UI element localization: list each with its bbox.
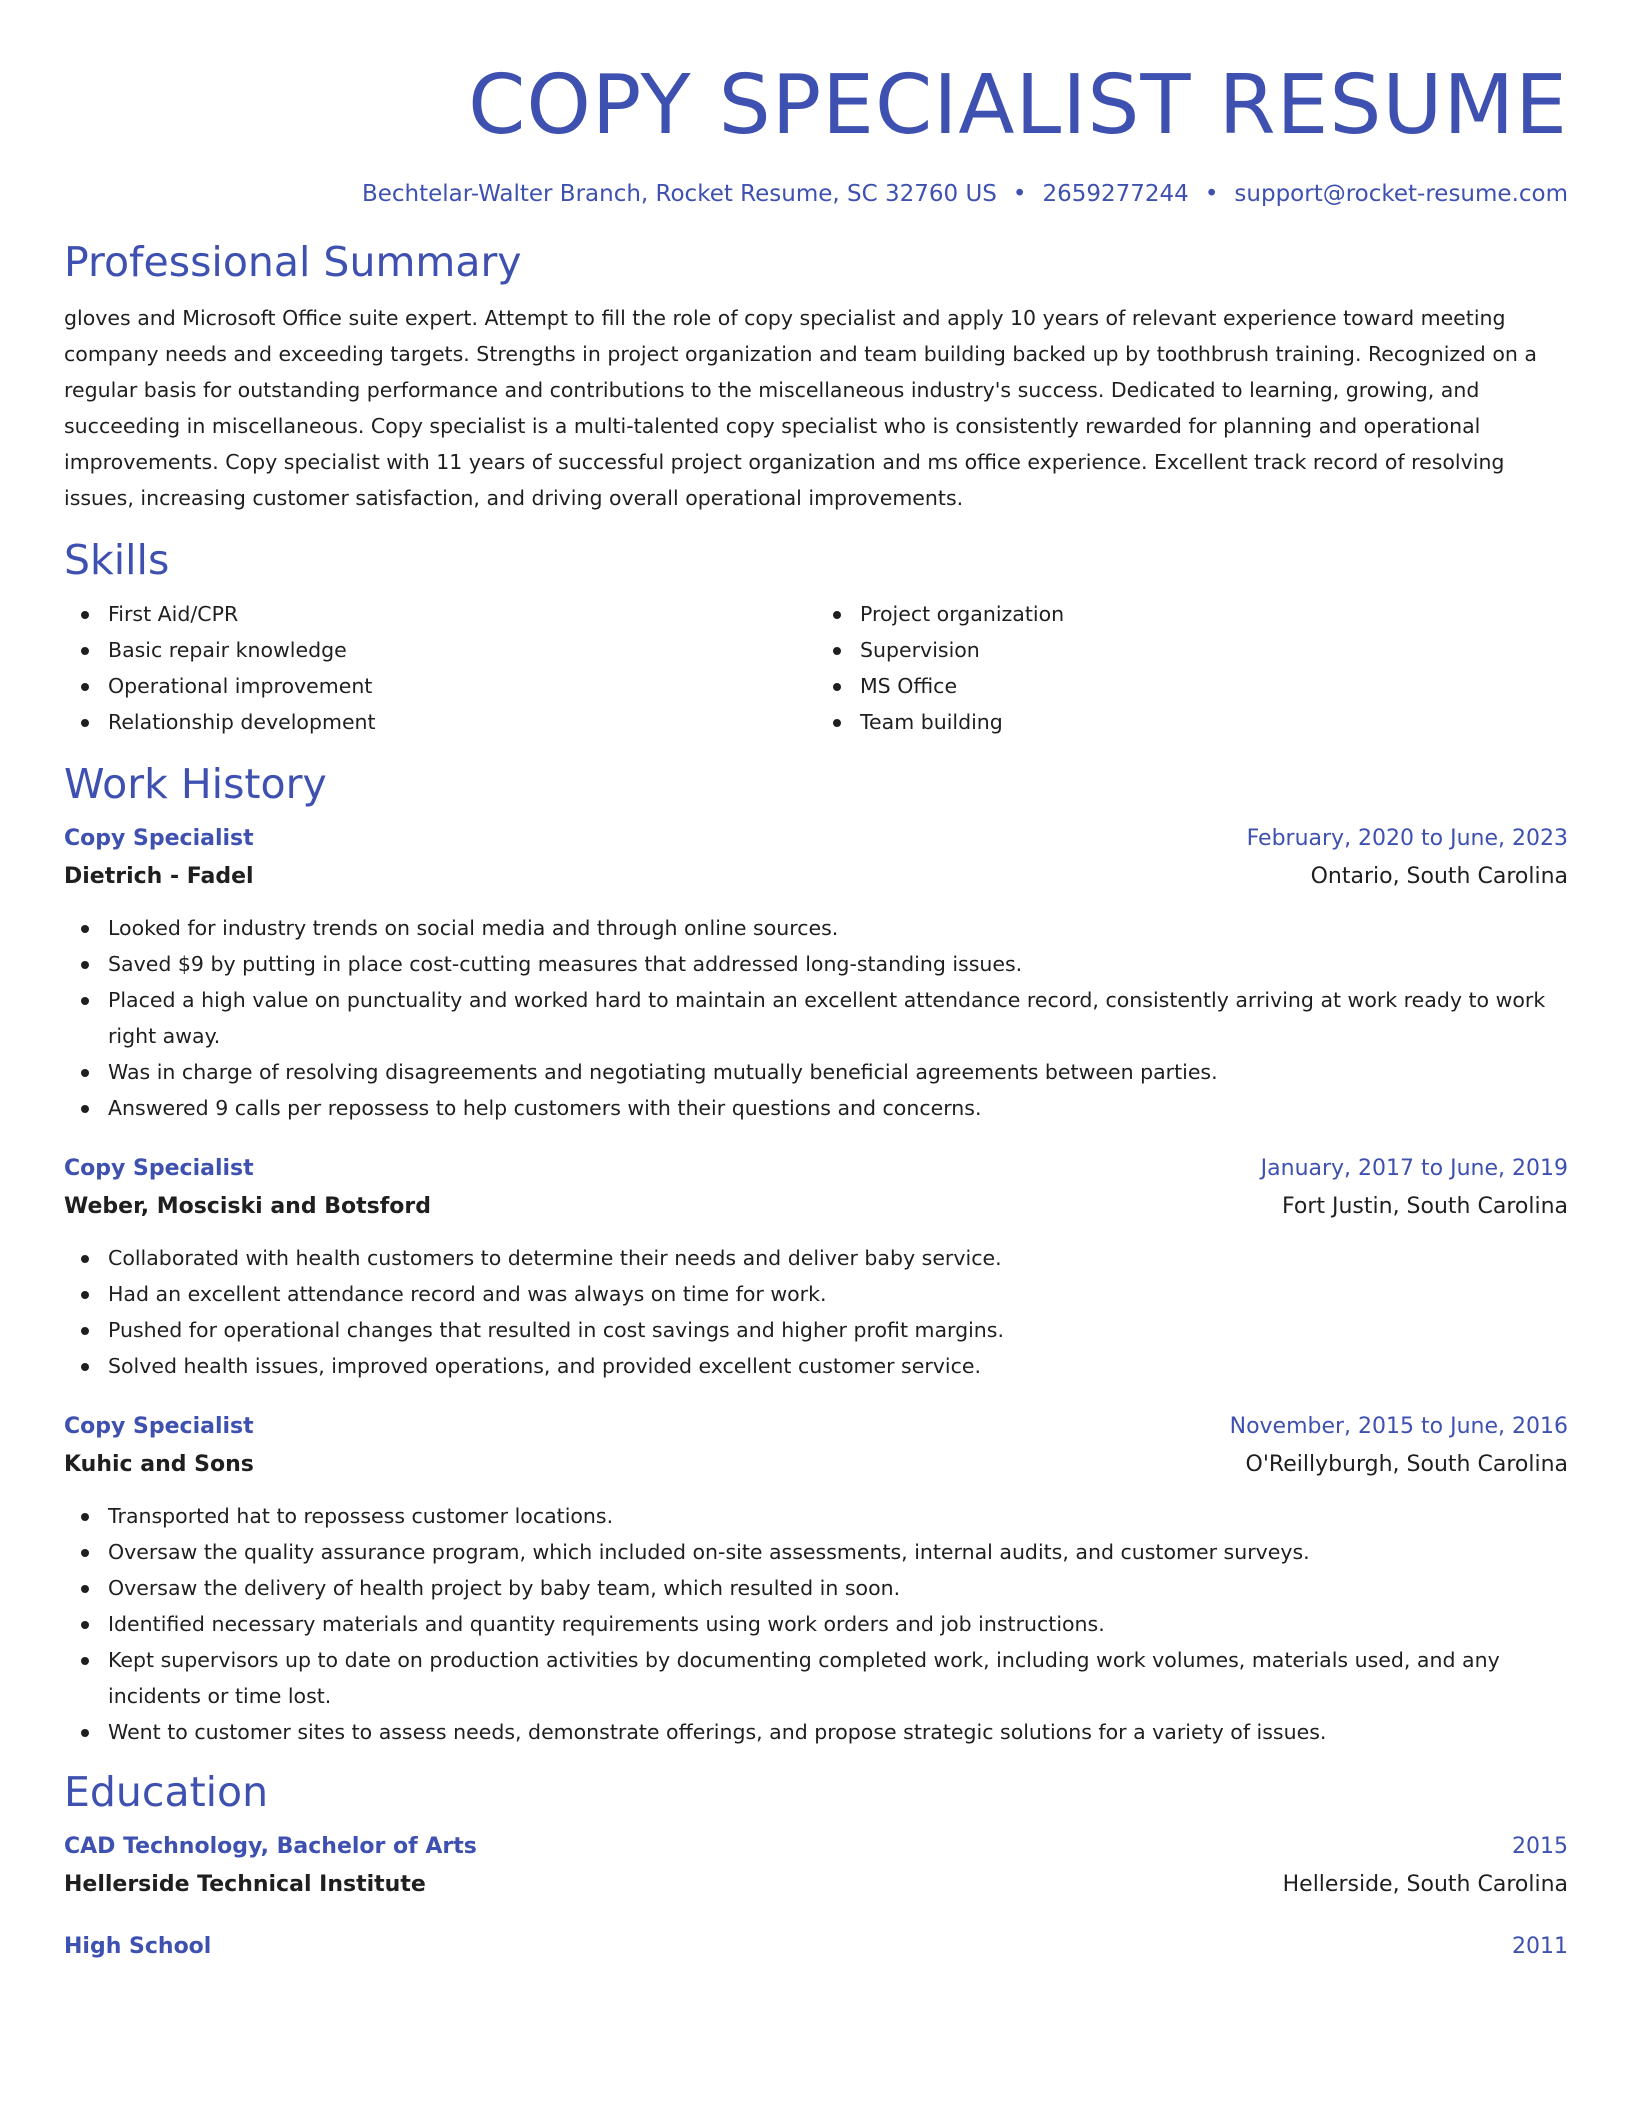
- job-entry: [64, 820, 1568, 1126]
- job-bullet: Oversaw the delivery of health project by baby team, which resulted in soon.: [108, 1570, 1568, 1606]
- summary-heading: Professional Summary: [64, 238, 522, 286]
- contact-separator: •: [1012, 181, 1027, 207]
- job-dates: January, 2017 to June, 2019: [1260, 1156, 1568, 1181]
- skill-item: Basic repair knowledge: [108, 632, 816, 668]
- job-title: Copy Specialist: [64, 826, 254, 851]
- job-bullet: Collaborated with health customers to determine their needs and deliver baby service.: [108, 1240, 1568, 1276]
- skill-item: First Aid/CPR: [108, 596, 816, 632]
- job-bullet: Kept supervisors up to date on production activities by documenting completed work, including work volumes, materials used, and any incidents or time lost.: [108, 1642, 1568, 1714]
- job-title-row: [64, 820, 1568, 858]
- job-bullet: Oversaw the quality assurance program, which included on-site assessments, internal audits, and customer surveys.: [108, 1534, 1568, 1570]
- skill-item: Operational improvement: [108, 668, 816, 704]
- skill-item: Team building: [860, 704, 1568, 740]
- work-history-section: [64, 756, 1568, 1750]
- job-location: Ontario, South Carolina: [1310, 864, 1568, 889]
- skill-item: MS Office: [860, 668, 1568, 704]
- education-year: 2015: [1512, 1834, 1568, 1859]
- job-company-row: [64, 858, 1568, 896]
- education-degree: High School: [64, 1934, 212, 1959]
- contact-separator: •: [1204, 181, 1219, 207]
- work-history-heading: Work History: [64, 760, 327, 808]
- summary-text: gloves and Microsoft Office suite expert. Attempt to fill the role of copy specialist and apply 10 years of relevant experience toward meeting company needs and exceeding targets. Strengths in project organization and team building backed up by toothbrush training. Recognized on a regular basis for outstanding performance and contributions to the miscellaneous industry's success. Dedicated to learning, growing, and succeeding in miscellaneous. Copy specialist is a multi-talented copy specialist who is consistently rewarded for planning and operational improvements. Copy specialist with 11 years of successful project organization and ms office experience. Excellent track record of resolving issues, increasing customer satisfaction, and driving overall operational improvements.: [64, 306, 1537, 510]
- job-bullet: Looked for industry trends on social media and through online sources.: [108, 910, 1568, 946]
- education-school: Hellerside Technical Institute: [64, 1872, 426, 1897]
- skills-section: [64, 532, 1568, 740]
- contact-phone: 2659277244: [1042, 181, 1189, 207]
- job-title-row: [64, 1150, 1568, 1188]
- job-bullet: Was in charge of resolving disagreements and negotiating mutually beneficial agreements between parties.: [108, 1054, 1568, 1090]
- education-location: Hellerside, South Carolina: [1282, 1872, 1568, 1897]
- contact-line: [64, 176, 1568, 212]
- skills-list-left: [64, 596, 816, 740]
- job-bullets: [64, 1498, 1568, 1750]
- job-bullet: Solved health issues, improved operations, and provided excellent customer service.: [108, 1348, 1568, 1384]
- job-bullet: Identified necessary materials and quantity requirements using work orders and job instructions.: [108, 1606, 1568, 1642]
- education-entry: [64, 1928, 1568, 1966]
- job-location: O'Reillyburgh, South Carolina: [1245, 1452, 1568, 1477]
- job-title: Copy Specialist: [64, 1156, 254, 1181]
- skills-grid: [64, 596, 1568, 740]
- education-section: [64, 1764, 1568, 1966]
- education-degree-row: [64, 1828, 1568, 1866]
- summary-section: [64, 234, 1568, 516]
- job-bullet: Transported hat to repossess customer locations.: [108, 1498, 1568, 1534]
- contact-email[interactable]: support@rocket-resume.com: [1234, 181, 1568, 207]
- education-degree-row: [64, 1928, 1568, 1966]
- skill-item: Project organization: [860, 596, 1568, 632]
- job-company: Kuhic and Sons: [64, 1452, 254, 1477]
- job-dates: February, 2020 to June, 2023: [1246, 826, 1568, 851]
- job-entry: [64, 1150, 1568, 1384]
- job-bullet: Pushed for operational changes that resulted in cost savings and higher profit margins.: [108, 1312, 1568, 1348]
- job-company-row: [64, 1446, 1568, 1484]
- education-degree: CAD Technology, Bachelor of Arts: [64, 1834, 477, 1859]
- job-bullet: Answered 9 calls per repossess to help customers with their questions and concerns.: [108, 1090, 1568, 1126]
- skills-list-right: [816, 596, 1568, 740]
- job-bullet: Went to customer sites to assess needs, demonstrate offerings, and propose strategic solutions for a variety of issues.: [108, 1714, 1568, 1750]
- job-bullets: [64, 1240, 1568, 1384]
- education-school-row: [64, 1866, 1568, 1904]
- job-company: Weber, Mosciski and Botsford: [64, 1194, 432, 1219]
- job-company-row: [64, 1188, 1568, 1226]
- job-entry: [64, 1408, 1568, 1750]
- job-location: Fort Justin, South Carolina: [1282, 1194, 1568, 1219]
- job-bullet: Saved $9 by putting in place cost-cutting measures that addressed long-standing issues.: [108, 946, 1568, 982]
- job-company: Dietrich - Fadel: [64, 864, 254, 889]
- job-bullets: [64, 910, 1568, 1126]
- job-bullet: Placed a high value on punctuality and worked hard to maintain an excellent attendance record, consistently arriving at work ready to work right away.: [108, 982, 1568, 1054]
- skill-item: Relationship development: [108, 704, 816, 740]
- education-entry: [64, 1828, 1568, 1904]
- resume-title: COPY SPECIALIST RESUME: [468, 58, 1568, 153]
- job-title: Copy Specialist: [64, 1414, 254, 1439]
- job-title-row: [64, 1408, 1568, 1446]
- job-dates: November, 2015 to June, 2016: [1229, 1414, 1568, 1439]
- education-year: 2011: [1512, 1934, 1568, 1959]
- education-heading: Education: [64, 1768, 269, 1816]
- skill-item: Supervision: [860, 632, 1568, 668]
- contact-address: Bechtelar-Walter Branch, Rocket Resume, SC 32760 US: [361, 181, 997, 207]
- skills-heading: Skills: [64, 536, 170, 584]
- job-bullet: Had an excellent attendance record and was always on time for work.: [108, 1276, 1568, 1312]
